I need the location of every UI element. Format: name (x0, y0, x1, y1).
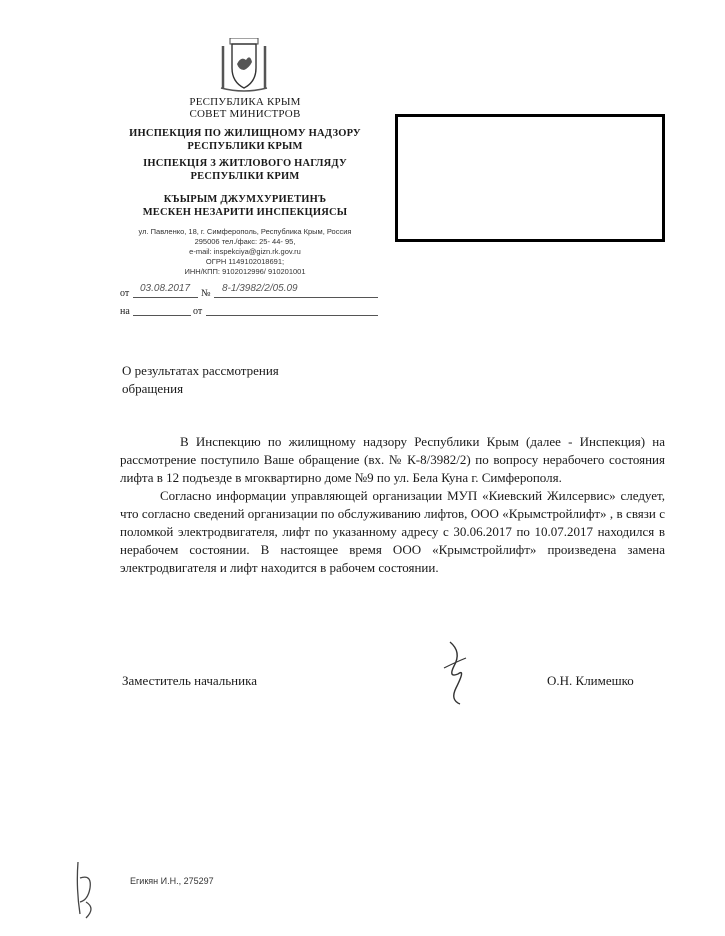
initials-mark (72, 858, 100, 920)
signatory-position: Заместитель начальника (122, 673, 257, 688)
handwritten-signature (440, 638, 470, 708)
na-field (133, 305, 191, 316)
header-ru-line1: ИНСПЕКЦИЯ ПО ЖИЛИЩНОМУ НАДЗОРУ (129, 128, 361, 139)
body-paragraph: Согласно информации управляющей организации МУП «Киевский Жилсервис» следует, что согласно сведений организации по обслуживанию лифтов, ООО «Крымстройлифт» , в связи с поломкой электродвигателя, лифт по указанному адресу с 30.06.2017 по 10.07.2017 находился в нерабочем состоянии. В настоящее время ООО «Крымстройлифт» произведена замена электродвигателя и лифт находится в рабочем состоянии. (120, 488, 665, 575)
header-ua-line1: ІНСПЕКЦІЯ З ЖИТЛОВОГО НАГЛЯДУ (143, 158, 347, 169)
address-line: ОГРН 1149102018691; (205, 257, 285, 266)
ot-label: от (120, 288, 130, 299)
address-line: 295006 тел./факс: 25- 44- 95, (194, 237, 296, 246)
header-ua-line2: РЕСПУБЛІКИ КРИМ (190, 171, 300, 182)
signatory-name: О.Н. Климешко (547, 673, 634, 688)
body-paragraph: В Инспекцию по жилищному надзору Республики Крым (далее - Инспекция) на рассмотрение поступило Ваше обращение (вх. № К-8/3982/2) по вопросу нерабочего состояния лифта в 12 подъезде в мгоквартирно доме №9 по ул. Бела Куна г. Симферополя. (120, 434, 665, 485)
header-ru-line2: РЕСПУБЛИКИ КРЫМ (187, 141, 303, 152)
na-label: на (120, 306, 130, 317)
ot2-label: от (193, 306, 203, 317)
number-label: № (201, 288, 211, 299)
executor-contact: Егикян И.Н., 275297 (130, 876, 214, 886)
header-council: СОВЕТ МИНИСТРОВ (189, 108, 301, 120)
header-republic: РЕСПУБЛИКА КРЫМ (189, 96, 301, 108)
handwritten-date: 03.08.2017 (140, 283, 191, 294)
letter-body (120, 433, 665, 577)
redacted-addressee-box (395, 114, 665, 242)
crimea-coat-of-arms-emblem (219, 38, 269, 92)
subject-line2: обращения (122, 381, 184, 396)
header-crh-line2: МЕСКЕН НЕЗАРИТИ ИНСПЕКЦИЯСЫ (142, 207, 348, 218)
subject-line1: О результатах рассмотрения (122, 363, 279, 378)
handwritten-number: 8-1/3982/2/05.09 (222, 283, 298, 294)
ot2-field (206, 305, 378, 316)
address-line: e-mail: inspekciya@gizn.rk.gov.ru (189, 247, 301, 256)
header-crh-line1: КЪЫРЫМ ДЖУМХУРИЕТИНЪ (163, 194, 327, 205)
address-line: ул. Павленко, 18, г. Симферополь, Республика Крым, Россия (138, 227, 352, 236)
address-line: ИНН/КПП: 9102012996/ 910201001 (184, 267, 306, 276)
